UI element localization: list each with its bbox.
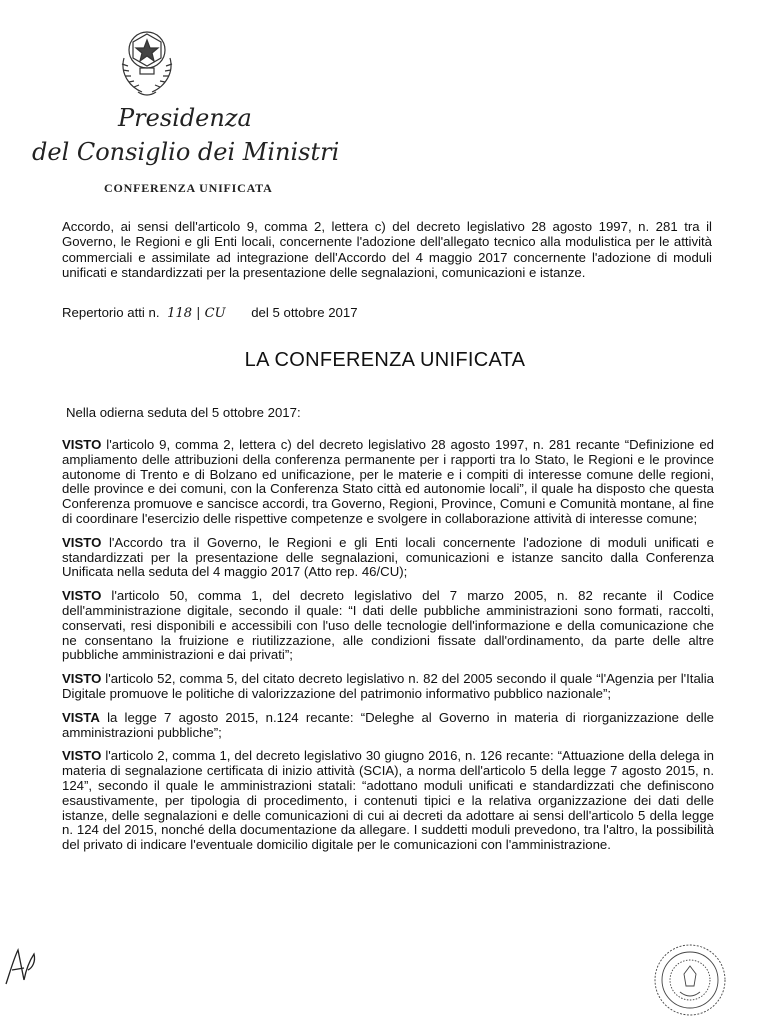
header-consiglio-dei-ministri: del Consiglio dei Ministri [32, 138, 340, 166]
body-paragraphs [62, 438, 714, 862]
paragraph-text: l'articolo 2, comma 1, del decreto legislativo 30 giugno 2016, n. 126 recante: “Attuazione della delega in materia di segnalazione certificata di inizio attività (SCIA), a norma dell'articolo 5 della legge 7 agosto 2015, n. 124”, secondo il quale le amministrazioni statali: “adottano moduli unificati e standardizzati che definiscono esaustivamente, per tipologia di procedimento, i contenuti tipici e la relativa organizzazione dei dati delle istanze, delle segnalazioni e delle comunicazioni di cui ai decreti da adottare ai sensi dell'articolo 5 della legge n. 124 del 2015, nonché della documentazione da allegare. I suddetti moduli prevedono, tra l'altro, la possibilità del privato di indicare l'eventuale domicilio digitale per le comunicazioni con l'amministrazione. [62, 748, 714, 853]
paragraph-text: l'articolo 9, comma 2, lettera c) del decreto legislativo 28 agosto 1997, n. 281 recante “Definizione ed ampliamento delle attribuzioni della conferenza permanente per i rapporti tra lo Stato, le Regioni e le province autonome di Trento e di Bolzano ed unificazione, per le materie e i compiti di interesse comune delle regioni, delle province e dei comuni, con la Conferenza Stato città ed autonomie locali”, il quale ha disposto che questa Conferenza promuove e sancisce accordi, tra Governo, Regioni, Province, Comuni e Comunità montane, al fine di coordinare l'esercizio delle rispettive competenze e svolgere in collaborazione attività di interesse comune; [62, 437, 714, 526]
paragraph-visto-1 [62, 438, 714, 527]
document-title: LA CONFERENZA UNIFICATA [244, 349, 526, 371]
repertorio-label: Repertorio atti n. [62, 305, 160, 320]
paragraph-keyword: VISTO [62, 534, 102, 550]
seduta-line: Nella odierna seduta del 5 ottobre 2017: [66, 405, 301, 420]
paragraph-keyword: VISTO [62, 748, 102, 764]
italian-republic-emblem-icon [112, 28, 182, 100]
repertorio-line [62, 305, 358, 321]
paragraph-text: l'articolo 52, comma 5, del citato decreto legislativo n. 82 del 2005 secondo il quale “l'Agenzia per l'Italia Digitale promuove le politiche di valorizzazione del patrimonio informativo pubblico nazionale”; [62, 671, 714, 701]
header-conferenza-unificata: CONFERENZA UNIFICATA [104, 181, 273, 195]
paragraph-keyword: VISTA [62, 709, 100, 725]
handwritten-initials-signature [2, 944, 38, 990]
paragraph-text: l'Accordo tra il Governo, le Regioni e gli Enti locali concernente l'adozione di moduli unificati e standardizzati per la presentazione delle segnalazioni, comunicazioni e istanze sancito dalla Conferenza Unificata nella seduta del 4 maggio 2017 (Atto rep. 46/CU); [62, 534, 714, 580]
header-presidenza: Presidenza [118, 104, 252, 132]
paragraph-keyword: VISTO [62, 588, 102, 604]
paragraph-visto-6 [62, 749, 714, 853]
paragraph-text: la legge 7 agosto 2015, n.124 recante: “Deleghe al Governo in materia di riorganizzazione delle amministrazioni pubbliche”; [62, 709, 714, 740]
paragraph-visto-2 [62, 536, 714, 580]
official-stamp-seal [652, 942, 728, 1018]
paragraph-visto-3 [62, 589, 714, 663]
intro-paragraph: Accordo, ai sensi dell'articolo 9, comma 2, lettera c) del decreto legislativo 28 agosto 1997, n. 281 tra il Governo, le Regioni e gli Enti locali, concernente l'adozione dell'allegato tecnico alla modulistica per le attività commerciali e assimilate ad integrazione dell'Accordo del 4 maggio 2017 concernente l'adozione di moduli unificati e standardizzati per la presentazione delle segnalazioni, comunicazioni e istanze. [62, 219, 712, 281]
paragraph-keyword: VISTO [62, 671, 102, 687]
repertorio-date: del 5 ottobre 2017 [251, 305, 358, 320]
paragraph-text: l'articolo 50, comma 1, del decreto legislativo del 7 marzo 2005, n. 82 recante il Codice dell'amministrazione digitale, secondo il quale: “I dati delle pubbliche amministrazioni sono formati, raccolti, conservati, resi disponibili e accessibili con l'uso delle tecnologie dell'informazione e della comunicazione che ne consentano la fruizione e riutilizzazione, alle condizioni fissate dall'ordinamento, da parte delle altre pubbliche amministrazioni e dai privati”; [62, 588, 714, 663]
paragraph-visto-4 [62, 672, 714, 702]
repertorio-number: 118 | CU [167, 306, 226, 321]
paragraph-keyword: VISTO [62, 437, 102, 452]
paragraph-vista-5 [62, 711, 714, 741]
